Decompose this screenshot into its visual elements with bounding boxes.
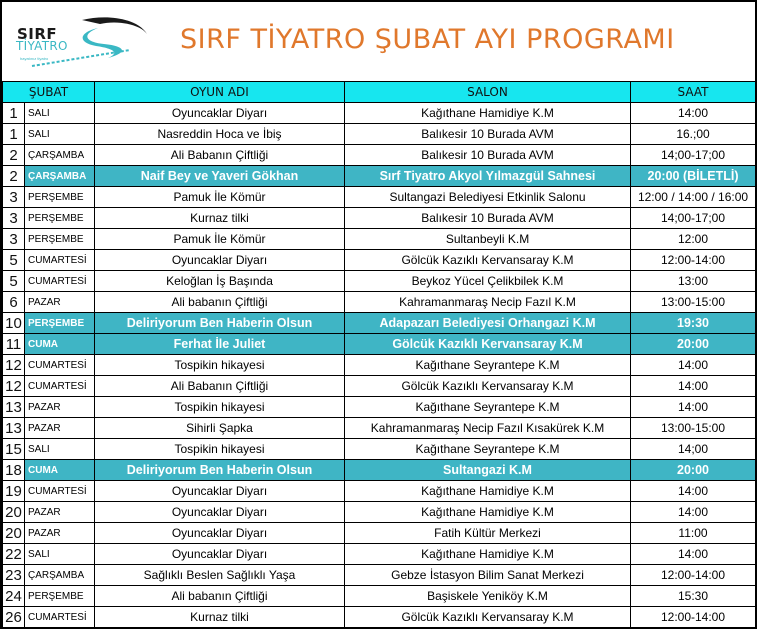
play-name-cell: Oyuncaklar Diyarı — [95, 250, 345, 271]
venue-cell: Kağıthane Seyrantepe K.M — [345, 397, 631, 418]
play-name-cell: Naif Bey ve Yaveri Gökhan — [95, 166, 345, 187]
day-cell: 12 — [3, 376, 25, 397]
day-cell: 19 — [3, 481, 25, 502]
title-banner — [2, 2, 755, 83]
table-row — [3, 124, 756, 145]
weekday-cell: PAZAR — [25, 397, 95, 418]
venue-cell: Kahramanmaraş Necip Fazıl Kısakürek K.M — [345, 418, 631, 439]
table-row — [3, 334, 756, 355]
weekday-cell: PERŞEMBE — [25, 586, 95, 607]
day-cell: 3 — [3, 187, 25, 208]
day-cell: 24 — [3, 586, 25, 607]
table-row — [3, 271, 756, 292]
time-cell: 14:00 — [631, 397, 756, 418]
weekday-cell: PAZAR — [25, 523, 95, 544]
time-cell: 13:00-15:00 — [631, 418, 756, 439]
table-row — [3, 376, 756, 397]
venue-cell: Başiskele Yeniköy K.M — [345, 586, 631, 607]
table-row — [3, 229, 756, 250]
venue-cell: Gölcük Kazıklı Kervansaray K.M — [345, 376, 631, 397]
table-row — [3, 544, 756, 565]
play-name-cell: Deliriyorum Ben Haberin Olsun — [95, 460, 345, 481]
venue-cell: Gölcük Kazıklı Kervansaray K.M — [345, 607, 631, 628]
table-row — [3, 355, 756, 376]
day-cell: 2 — [3, 166, 25, 187]
day-cell: 10 — [3, 313, 25, 334]
play-name-cell: Pamuk İle Kömür — [95, 187, 345, 208]
table-row — [3, 397, 756, 418]
time-cell: 15:30 — [631, 586, 756, 607]
venue-cell: Sultangazi K.M — [345, 460, 631, 481]
day-cell: 1 — [3, 103, 25, 124]
play-name-cell: Kurnaz tilki — [95, 208, 345, 229]
weekday-cell: PERŞEMBE — [25, 229, 95, 250]
time-cell: 13:00-15:00 — [631, 292, 756, 313]
venue-cell: Fatih Kültür Merkezi — [345, 523, 631, 544]
table-row — [3, 565, 756, 586]
weekday-cell: SALI — [25, 103, 95, 124]
table-row — [3, 250, 756, 271]
time-cell: 20:00 — [631, 334, 756, 355]
table-row — [3, 439, 756, 460]
time-cell: 14;00-17;00 — [631, 208, 756, 229]
venue-cell: Kağıthane Seyrantepe K.M — [345, 439, 631, 460]
time-cell: 14:00 — [631, 103, 756, 124]
weekday-cell: CUMARTESİ — [25, 271, 95, 292]
day-cell: 3 — [3, 229, 25, 250]
column-header-play: OYUN ADI — [95, 82, 345, 103]
table-row — [3, 586, 756, 607]
column-header-month: ŞUBAT — [3, 82, 95, 103]
time-cell: 14;00-17;00 — [631, 145, 756, 166]
table-row — [3, 103, 756, 124]
play-name-cell: Sağlıklı Beslen Sağlıklı Yaşa — [95, 565, 345, 586]
time-cell: 13:00 — [631, 271, 756, 292]
weekday-cell: SALI — [25, 439, 95, 460]
time-cell: 12:00-14:00 — [631, 607, 756, 628]
play-name-cell: Tospikin hikayesi — [95, 439, 345, 460]
play-name-cell: Ali Babanın Çiftliği — [95, 376, 345, 397]
venue-cell: Kahramanmaraş Necip Fazıl K.M — [345, 292, 631, 313]
day-cell: 5 — [3, 271, 25, 292]
play-name-cell: Ali babanın Çiftliği — [95, 292, 345, 313]
sirf-tiyatro-logo — [12, 12, 152, 72]
venue-cell: Kağıthane Hamidiye K.M — [345, 481, 631, 502]
weekday-cell: PAZAR — [25, 502, 95, 523]
venue-cell: Beykoz Yücel Çelikbilek K.M — [345, 271, 631, 292]
venue-cell: Adapazarı Belediyesi Orhangazi K.M — [345, 313, 631, 334]
time-cell: 14:00 — [631, 376, 756, 397]
time-cell: 14:00 — [631, 355, 756, 376]
play-name-cell: Oyuncaklar Diyarı — [95, 544, 345, 565]
day-cell: 20 — [3, 502, 25, 523]
time-cell: 20:00 — [631, 460, 756, 481]
weekday-cell: SALI — [25, 124, 95, 145]
weekday-cell: CUMARTESİ — [25, 481, 95, 502]
day-cell: 15 — [3, 439, 25, 460]
table-row — [3, 292, 756, 313]
weekday-cell: CUMA — [25, 460, 95, 481]
venue-cell: Kağıthane Hamidiye K.M — [345, 544, 631, 565]
play-name-cell: Sihirli Şapka — [95, 418, 345, 439]
venue-cell: Kağıthane Hamidiye K.M — [345, 502, 631, 523]
venue-cell: Sultangazi Belediyesi Etkinlik Salonu — [345, 187, 631, 208]
table-row — [3, 481, 756, 502]
day-cell: 22 — [3, 544, 25, 565]
table-row — [3, 208, 756, 229]
venue-cell: Balıkesir 10 Burada AVM — [345, 145, 631, 166]
day-cell: 3 — [3, 208, 25, 229]
venue-cell: Balıkesir 10 Burada AVM — [345, 208, 631, 229]
day-cell: 18 — [3, 460, 25, 481]
day-cell: 5 — [3, 250, 25, 271]
time-cell: 20:00 (BİLETLİ) — [631, 166, 756, 187]
weekday-cell: CUMARTESİ — [25, 376, 95, 397]
time-cell: 19:30 — [631, 313, 756, 334]
play-name-cell: Tospikin hikayesi — [95, 355, 345, 376]
play-name-cell: Ali babanın Çiftliği — [95, 586, 345, 607]
day-cell: 12 — [3, 355, 25, 376]
table-header-row — [3, 82, 756, 103]
time-cell: 12:00-14:00 — [631, 250, 756, 271]
venue-cell: Gölcük Kazıklı Kervansaray K.M — [345, 334, 631, 355]
venue-cell: Gebze İstasyon Bilim Sanat Merkezi — [345, 565, 631, 586]
weekday-cell: PAZAR — [25, 292, 95, 313]
page-title: SIRF TİYATRO ŞUBAT AYI PROGRAMI — [180, 24, 675, 55]
weekday-cell: PERŞEMBE — [25, 208, 95, 229]
table-row — [3, 313, 756, 334]
play-name-cell: Oyuncaklar Diyarı — [95, 103, 345, 124]
day-cell: 13 — [3, 418, 25, 439]
program-table — [2, 81, 756, 628]
table-row — [3, 502, 756, 523]
venue-cell: Balıkesir 10 Burada AVM — [345, 124, 631, 145]
weekday-cell: CUMARTESİ — [25, 355, 95, 376]
time-cell: 12:00 / 14:00 / 16:00 — [631, 187, 756, 208]
logo-tagline: hayatınız tiyatro — [20, 56, 49, 61]
weekday-cell: ÇARŞAMBA — [25, 145, 95, 166]
play-name-cell: Oyuncaklar Diyarı — [95, 481, 345, 502]
venue-cell: Kağıthane Hamidiye K.M — [345, 103, 631, 124]
weekday-cell: PERŞEMBE — [25, 313, 95, 334]
table-row — [3, 460, 756, 481]
day-cell: 2 — [3, 145, 25, 166]
time-cell: 14:00 — [631, 544, 756, 565]
weekday-cell: ÇARŞAMBA — [25, 565, 95, 586]
time-cell: 14;00 — [631, 439, 756, 460]
column-header-venue: SALON — [345, 82, 631, 103]
weekday-cell: ÇARŞAMBA — [25, 166, 95, 187]
logo-text-sirf: SIRF — [17, 25, 58, 43]
table-row — [3, 523, 756, 544]
day-cell: 23 — [3, 565, 25, 586]
table-row — [3, 187, 756, 208]
venue-cell: Sırf Tiyatro Akyol Yılmazgül Sahnesi — [345, 166, 631, 187]
play-name-cell: Pamuk İle Kömür — [95, 229, 345, 250]
time-cell: 12:00-14:00 — [631, 565, 756, 586]
time-cell: 12:00 — [631, 229, 756, 250]
weekday-cell: CUMARTESİ — [25, 250, 95, 271]
time-cell: 11:00 — [631, 523, 756, 544]
play-name-cell: Kurnaz tilki — [95, 607, 345, 628]
table-row — [3, 418, 756, 439]
column-header-time: SAAT — [631, 82, 756, 103]
table-row — [3, 166, 756, 187]
venue-cell: Gölcük Kazıklı Kervansaray K.M — [345, 250, 631, 271]
play-name-cell: Nasreddin Hoca ve İbiş — [95, 124, 345, 145]
day-cell: 20 — [3, 523, 25, 544]
time-cell: 14:00 — [631, 481, 756, 502]
play-name-cell: Deliriyorum Ben Haberin Olsun — [95, 313, 345, 334]
day-cell: 26 — [3, 607, 25, 628]
weekday-cell: CUMA — [25, 334, 95, 355]
table-row — [3, 145, 756, 166]
play-name-cell: Ferhat İle Juliet — [95, 334, 345, 355]
time-cell: 16.;00 — [631, 124, 756, 145]
play-name-cell: Keloğlan İş Başında — [95, 271, 345, 292]
weekday-cell: PERŞEMBE — [25, 187, 95, 208]
day-cell: 13 — [3, 397, 25, 418]
weekday-cell: PAZAR — [25, 418, 95, 439]
day-cell: 11 — [3, 334, 25, 355]
play-name-cell: Oyuncaklar Diyarı — [95, 523, 345, 544]
play-name-cell: Oyuncaklar Diyarı — [95, 502, 345, 523]
weekday-cell: CUMARTESİ — [25, 607, 95, 628]
weekday-cell: SALI — [25, 544, 95, 565]
table-row — [3, 607, 756, 628]
time-cell: 14:00 — [631, 502, 756, 523]
play-name-cell: Ali Babanın Çiftliği — [95, 145, 345, 166]
venue-cell: Kağıthane Seyrantepe K.M — [345, 355, 631, 376]
day-cell: 6 — [3, 292, 25, 313]
logo-text-tiyatro: TİYATRO — [16, 39, 68, 53]
day-cell: 1 — [3, 124, 25, 145]
venue-cell: Sultanbeyli K.M — [345, 229, 631, 250]
play-name-cell: Tospikin hikayesi — [95, 397, 345, 418]
